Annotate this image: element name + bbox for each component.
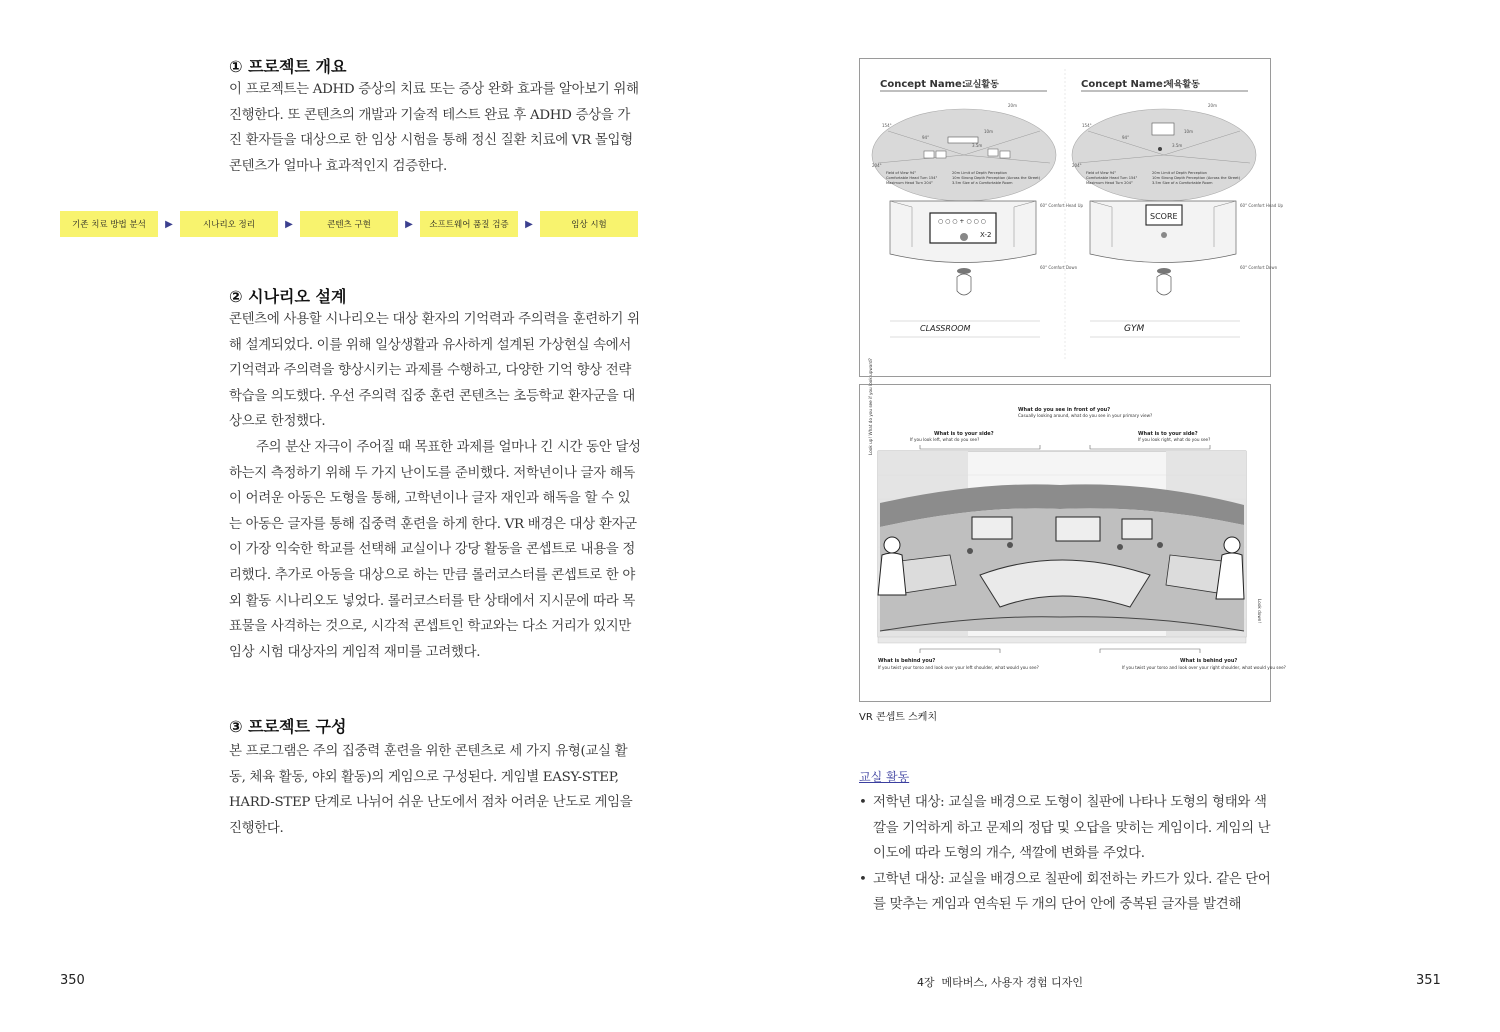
look-down-label: Look down! xyxy=(1257,599,1262,624)
flow-step-1: 기존 치료 방법 분석 xyxy=(60,211,158,237)
handwriting-gym: GYM xyxy=(1124,324,1145,334)
flow-step-3: 콘텐츠 구현 xyxy=(300,211,398,237)
depth-row: 10m Strong Depth Perception (Across the Street) xyxy=(952,176,1041,180)
look-up-label: Look up! What do you see if you look upward? xyxy=(868,358,873,455)
concept-gym xyxy=(1072,78,1283,337)
bullet-icon: • xyxy=(859,795,867,810)
front-question: What do you see in front of you? xyxy=(1018,407,1111,413)
side-label: 60° Comfort Down xyxy=(1040,265,1078,270)
distance-label: 10m xyxy=(984,129,993,134)
concept-label: Concept Name: xyxy=(1081,79,1167,90)
fov-row: Comfortable Head Turn 154° xyxy=(886,176,938,180)
section-3-paragraph: 본 프로그램은 주의 집중력 훈련을 위한 콘텐츠로 세 가지 유형(교실 활동, 체육 활동, 야외 활동)의 게임으로 구성된다. 게임별 EASY-STEP, HARD-STEP 단계로 나뉘어 쉬운 난도에서 점차 어려운 난도로 게임을 진행한다. xyxy=(229,744,633,836)
fov-row: Maximum Head Turn 204° xyxy=(1086,181,1133,185)
depth-row: 10m Strong Depth Perception (Across the Street) xyxy=(1152,176,1241,180)
left-side-question: What is to your side? xyxy=(934,431,994,437)
distance-label: 10m xyxy=(1184,129,1193,134)
section-1-paragraph: 이 프로젝트는 ADHD 증상의 치료 또는 증상 완화 효과를 알아보기 위해 진행한다. 또 콘텐츠의 개발과 기술적 테스트 완료 후 ADHD 증상을 가진 환자들을 대상으로 한 임상 시험을 통해 정신 질환 치료에 VR 몰입형 콘텐츠가 얼마나 효과적인지 검증한다. xyxy=(229,82,639,174)
concept-name-classroom: 교실활동 xyxy=(964,80,999,90)
flow-arrow-icon: ▶ xyxy=(165,218,173,230)
concept-label: Concept Name: xyxy=(880,79,966,90)
depth-row: 20m Limit of Depth Perception xyxy=(1152,171,1207,175)
section-2-title: ② 시나리오 설계 xyxy=(229,287,347,306)
angle-label: 154° xyxy=(1082,123,1092,128)
figure-caption: VR 콘셉트 스케치 xyxy=(859,712,938,723)
score-board-text: SCORE xyxy=(1150,212,1178,221)
fov-row: Maximum Head Turn 204° xyxy=(886,181,933,185)
running-head: 4장 메타버스, 사용자 경험 디자인 xyxy=(916,976,1084,989)
panorama-sketch-drawing xyxy=(860,358,1286,701)
flow-arrow-icon: ▶ xyxy=(285,218,293,230)
concept-name-gym: 체육활동 xyxy=(1165,80,1200,90)
page-number-right: 351 xyxy=(1416,973,1441,988)
flow-arrow-icon: ▶ xyxy=(405,218,413,230)
distance-label: 3.5m xyxy=(1172,143,1183,148)
side-label: 60° Comfort Head Up xyxy=(1040,203,1084,208)
angle-label: 204° xyxy=(872,163,882,168)
list-item xyxy=(859,867,1271,918)
angle-label: 94° xyxy=(1122,135,1130,140)
fov-row: Field of View 94° xyxy=(1086,171,1117,175)
angle-label: 154° xyxy=(882,123,892,128)
panorama-sketch-figure xyxy=(859,358,1286,702)
behind-left-answer: If you twist your torso and look over your left shoulder, what would you see? xyxy=(878,665,1039,670)
list-item xyxy=(859,790,1271,867)
blackboard-side-text: X-2 xyxy=(980,231,992,239)
process-flow xyxy=(60,211,640,237)
bullet-icon: • xyxy=(859,871,867,887)
side-label: 60° Comfort Down xyxy=(1240,265,1278,270)
side-label: 60° Comfort Head Up xyxy=(1240,203,1284,208)
list-item-text: 고학년 대상: 교실을 배경으로 칠판에 회전하는 카드가 있다. 같은 단어를 맞추는 게임과 연속된 두 개의 단어 안에 중복된 글자를 발견해 xyxy=(873,871,1271,913)
right-side-question: What is to your side? xyxy=(1138,431,1198,437)
page-number-left: 350 xyxy=(60,973,85,988)
fov-row: Field of View 94° xyxy=(886,171,917,175)
front-answer: Casually looking around, what do you see in your primary view? xyxy=(1018,413,1153,418)
behind-right-answer: If you twist your torso and look over your right shoulder, what would you see? xyxy=(1122,665,1286,670)
depth-row: 3.5m Size of a Comfortable Room xyxy=(952,181,1013,185)
concept-sketch-drawing xyxy=(860,59,1284,376)
right-side-answer: If you look right, what do you see? xyxy=(1138,437,1211,442)
depth-row: 3.5m Size of a Comfortable Room xyxy=(1152,181,1213,185)
handwriting-classroom: CLASSROOM xyxy=(920,324,971,333)
bullet-list xyxy=(859,790,1271,918)
angle-label: 94° xyxy=(922,135,930,140)
left-side-answer: If you look left, what do you see? xyxy=(910,437,980,442)
fov-row: Comfortable Head Turn 154° xyxy=(1086,176,1138,180)
list-item-text: 저학년 대상: 교실을 배경으로 도형이 칠판에 나타나 도형의 형태와 색깔을 기억하게 하고 문제의 정답 및 오답을 맞히는 게임이다. 게임의 난이도에 따라 도형의 개수, 색깔에 변화를 주었다. xyxy=(873,795,1271,862)
section-2-paragraph-1: 콘텐츠에 사용할 시나리오는 대상 환자의 기억력과 주의력을 훈련하기 위해 설계되었다. 이를 위해 일상생활과 유사하게 설계된 가상현실 속에서 기억력과 주의력을 향상시키는 과제를 수행하고, 다양한 기억 향상 전략 학습을 의도했다. 우선 주의력 집중 훈련 콘텐츠는 초등학교 환자군을 대상으로 한정했다. xyxy=(229,312,640,430)
section-1-title: ① 프로젝트 개요 xyxy=(229,57,347,76)
depth-row: 20m Limit of Depth Perception xyxy=(952,171,1007,175)
flow-step-2: 시나리오 정리 xyxy=(180,211,278,237)
flow-arrow-icon: ▶ xyxy=(525,218,533,230)
blackboard-text: ○ ○ ○ + ○ ○ ○ xyxy=(938,218,986,225)
distance-label: 3.5m xyxy=(972,143,983,148)
section-3-title: ③ 프로젝트 구성 xyxy=(229,717,347,736)
angle-label: 204° xyxy=(1072,163,1082,168)
distance-label: 20m xyxy=(1008,103,1017,108)
subsection-heading: 교실 활동 xyxy=(859,770,910,784)
flow-step-5: 임상 시험 xyxy=(540,211,638,237)
distance-label: 20m xyxy=(1208,103,1217,108)
concept-classroom xyxy=(872,78,1083,337)
section-2-paragraph-2: 주의 분산 자극이 주어질 때 목표한 과제를 얼마나 긴 시간 동안 달성하는지 측정하기 위해 두 가지 난이도를 준비했다. 저학년이나 글자 해독이 어려운 아동은 도형을 통해, 고학년이나 글자 재인과 해독을 할 수 있는 아동은 글자를 통해 집중력 훈련을 하게 한다. VR 배경은 대상 환자군이 가장 익숙한 학교를 선택해 교실이나 강당 활동을 콘셉트로 내용을 정리했다. 추가로 아동을 대상으로 하는 만큼 롤러코스터를 콘셉트로 한 야외 활동 시나리오도 넣었다. 롤러코스터를 탄 상태에서 지시문에 따라 목표물을 사격하는 것으로, 시각적 콘셉트인 학교와는 다소 거리가 있지만 임상 시험 대상자의 게임적 재미를 고려했다. xyxy=(229,440,641,660)
concept-sketch-figure xyxy=(859,58,1284,377)
flow-step-4: 소프트웨어 품질 검증 xyxy=(420,211,518,237)
behind-right-question: What is behind you? xyxy=(1180,658,1238,664)
behind-left-question: What is behind you? xyxy=(878,658,936,664)
